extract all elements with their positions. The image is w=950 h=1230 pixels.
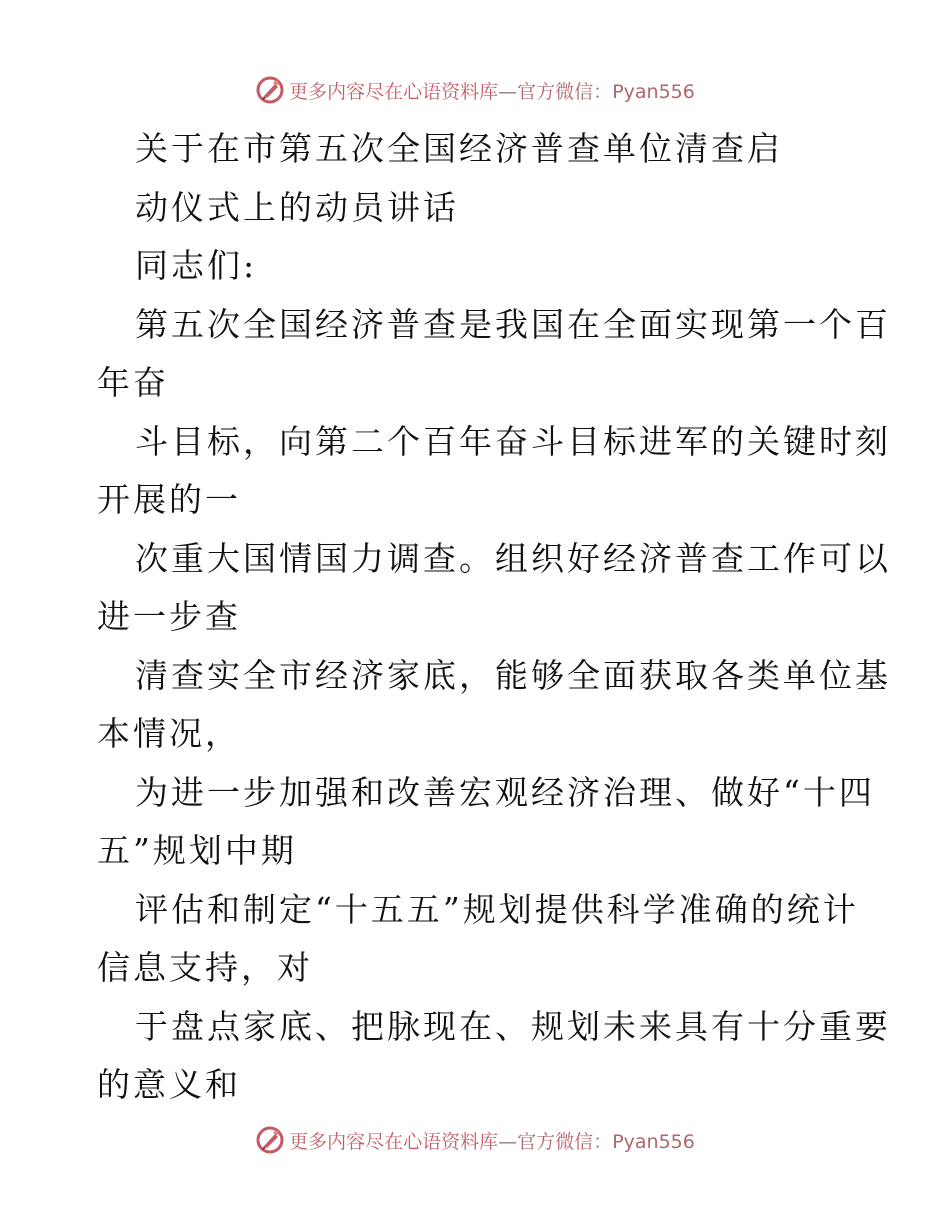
text-line: 进一步查 — [97, 597, 241, 636]
text-line: 评估和制定“十五五”规划提供科学准确的统计 — [135, 889, 859, 929]
document-body — [97, 120, 891, 1115]
text-line: 为进一步加强和改善宏观经济治理、做好“十四 — [135, 772, 875, 812]
watermark-text: 更多内容尽在心语资料库—官方微信：Pyan556 — [289, 1130, 695, 1153]
text-line: 次重大国情国力调查。组织好经济普查工作可以 — [135, 538, 891, 578]
text-line: 关于在市第五次全国经济普查单位清查启 — [135, 129, 783, 168]
watermark-text: 更多内容尽在心语资料库—官方微信：Pyan556 — [289, 80, 695, 103]
pen-logo-icon — [255, 1125, 285, 1155]
text-line: 五”规划中期 — [97, 831, 297, 870]
text-line: 的意义和 — [97, 1065, 241, 1104]
text-line: 第五次全国经济普查是我国在全面实现第一个百 — [135, 304, 891, 344]
text-line: 年奋 — [97, 363, 169, 402]
text-line: 信息支持，对 — [97, 948, 313, 987]
text-line: 斗目标，向第二个百年奋斗目标进军的关键时刻 — [135, 421, 891, 461]
text-line: 同志们: — [135, 246, 258, 285]
header-watermark — [0, 70, 950, 110]
text-line: 于盘点家底、把脉现在、规划未来具有十分重要 — [135, 1006, 891, 1046]
pen-logo-icon — [255, 75, 285, 105]
text-line: 清查实全市经济家底，能够全面获取各类单位基 — [135, 655, 891, 695]
footer-watermark — [0, 1120, 950, 1160]
text-line: 动仪式上的动员讲话 — [135, 187, 459, 227]
text-line: 开展的一 — [97, 480, 241, 519]
text-line: 本情况， — [97, 714, 241, 753]
